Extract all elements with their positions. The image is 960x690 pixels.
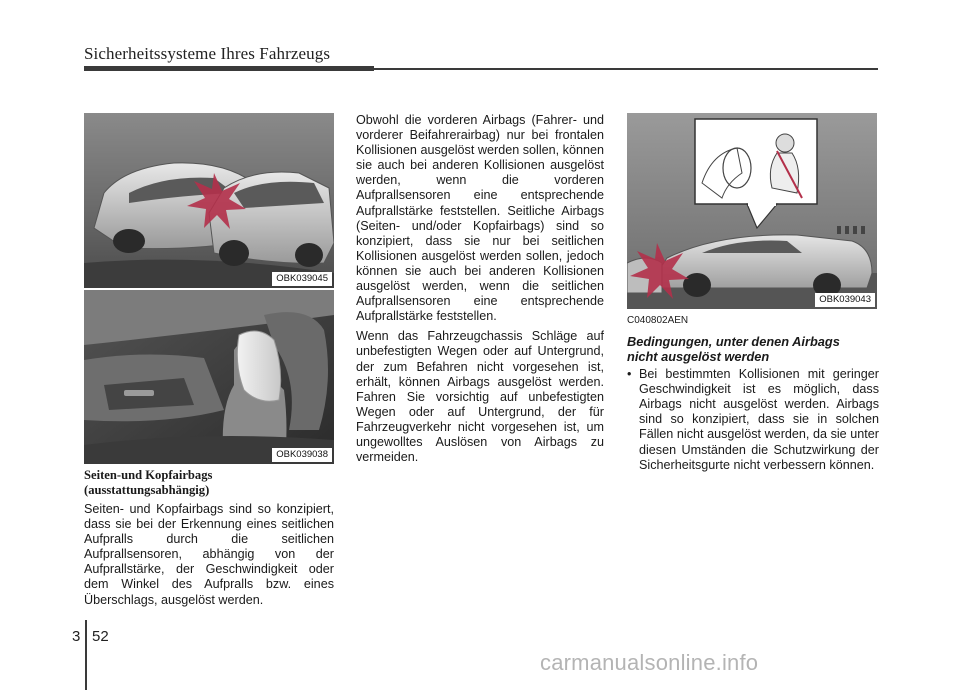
footer-divider [85,620,87,690]
image-code-label: OBK039043 [815,293,875,307]
section-heading-line1: Bedingungen, unter denen Airbags [627,334,840,350]
column-left [84,468,334,613]
header-rule-thick [84,66,374,71]
bullet-text: Bei bestimmten Kollisionen mit geringer Geschwindigkeit ist es möglich, dass Airbags nicht ausgelöst werden. Airbags sind so konzipiert, dass sie in solchen Fällen nicht ausgelöst werden, da sie unter diesen Umständen die Schutzwirkung der Sicherheitsgurte nicht verbessern können. [639,367,879,472]
section-heading-line2: (ausstattungsabhängig) [84,483,210,497]
body-paragraph: Seiten- und Kopfairbags sind so konzipiert, dass sie bei der Erkennung eines seitlichen Aufpralls durch die seitlichen Aufprallsensoren, abhängig von der Aufprallstärke, der Geschwindigkeit oder dem Winkel des Aufpralls bzw. eines Überschlags, ausgelöst werden. [84,502,334,607]
image-code-label: OBK039038 [272,448,332,462]
body-paragraph-2: Wenn das Fahrzeugchassis Schläge auf unbefestigten Wegen oder auf Untergrund, der zum Befahren nicht vorgesehen ist, erhält, können Airbags ausgelöst werden. Fahren Sie vorsichtig auf unbefestigten Wegen oder auf Untergrund, der für Fahrzeugverkehr nicht vorgesehen ist, um ungewolltes Auslösen von Airbags zu vermeiden. [356,329,604,465]
side-airbag-illustration [84,290,334,464]
section-heading-line1: Seiten-und Kopfairbags [84,468,213,482]
side-collision-illustration [84,113,334,288]
page-number: 52 [92,628,109,645]
body-paragraph-1: Obwohl die vorderen Airbags (Fahrer- und vorderer Beifahrerairbag) nur bei frontalen Kollisionen ausgelöst werden sollen, können sie auch bei anderen Kollisionen ausgelöst werden, wenn die vorderen Aufprallsensoren eine entsprechende Aufprallstärke feststellen. Seitliche Airbags (Seiten- und/oder Kopfairbags) sind so konzipiert, dass sie nur bei seitlichen Kollisionen ausgelöst werden sollen, jedoch können sie auch bei anderen Kollisionen ausgelöst werden, wenn die seitlichen Aufprallsensoren eine entsprechende Aufprallstärke feststellen. [356,113,604,324]
side-collision-drawing [84,113,334,288]
bullet-item [627,367,879,473]
section-heading [627,334,879,364]
frontal-collision-illustration [627,113,877,309]
header-rule-thin [374,68,878,70]
frontal-collision-drawing [627,113,877,309]
page-header-title: Sicherheitssysteme Ihres Fahrzeugs [84,44,331,63]
bullet-symbol: • [627,367,632,382]
section-heading-line2: nicht ausgelöst werden [627,349,770,365]
section-heading [84,468,334,498]
watermark: carmanualsonline.info [540,650,759,675]
section-code: C040802AEN [627,315,689,326]
column-right [627,313,879,473]
chapter-number: 3 [72,628,81,645]
side-airbag-drawing [84,290,334,464]
image-code-label: OBK039045 [272,272,332,286]
column-middle [356,113,604,470]
